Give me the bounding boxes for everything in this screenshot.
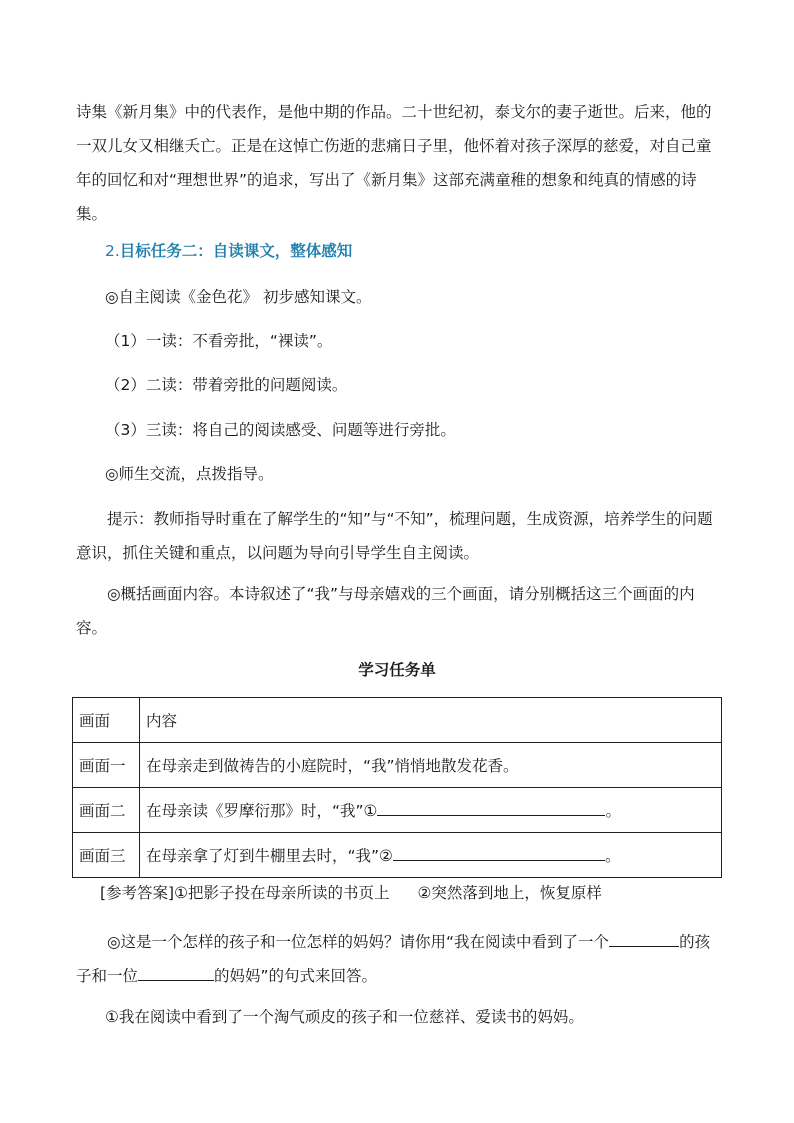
table-header-row bbox=[73, 698, 722, 743]
row-content-end: 。 bbox=[605, 802, 621, 820]
question-blank-1[interactable] bbox=[609, 932, 679, 947]
table-title: 学习任务单 bbox=[358, 661, 436, 679]
task-table bbox=[72, 697, 722, 878]
summary-paragraph: ◎概括画面内容。本诗叙述了“我”与母亲嬉戏的三个画面，请分别概括这三个画面的内容。 bbox=[76, 585, 695, 637]
task-number: 2. bbox=[105, 242, 120, 260]
row-label: 画面一 bbox=[73, 743, 140, 788]
row-content-text: 在母亲读《罗摩衍那》时，“我”① bbox=[146, 802, 378, 820]
question-part-1: ◎这是一个怎样的孩子和一位怎样的妈妈？请你用“我在阅读中看到了一个 bbox=[107, 933, 610, 951]
question-paragraph bbox=[76, 925, 722, 993]
reference-label: [参考答案] bbox=[100, 884, 175, 902]
table-row bbox=[73, 833, 722, 878]
intro-line-2: 一双儿女又相继夭亡。正是在这悼亡伤逝的悲痛日子里，他怀着对孩子深厚的慈爱，对自己童 bbox=[76, 137, 712, 155]
hint-paragraph: 提示：教师指导时重在了解学生的“知”与“不知”，梳理问题，生成资源，培养学生的问题意识，抓住关键和重点，以问题为导向引导学生自主阅读。 bbox=[76, 510, 713, 562]
row-content bbox=[140, 788, 722, 833]
task-title: 目标任务二：自读课文，整体感知 bbox=[119, 242, 353, 260]
reading-step-1: （1）一读：不看旁批，“裸读”。 bbox=[105, 332, 333, 350]
reading-step-3: （3）三读：将自己的阅读感受、问题等进行旁批。 bbox=[105, 421, 456, 439]
reading-intro: ◎自主阅读《金色花》 初步感知课文。 bbox=[105, 288, 372, 306]
reference-answer-2: ②突然落到地上，恢复原样 bbox=[417, 884, 602, 902]
intro-line-1: 诗集《新月集》中的代表作，是他中期的作品。二十世纪初，泰戈尔的妻子逝世。后来，他的 bbox=[76, 103, 712, 121]
answer-blank-2[interactable] bbox=[393, 846, 605, 861]
question-part-3: 的妈妈”的句式来回答。 bbox=[214, 967, 378, 985]
reference-answer bbox=[100, 878, 602, 908]
reading-step-2: （2）二读：带着旁批的问题阅读。 bbox=[105, 376, 348, 394]
header-cell-picture: 画面 bbox=[73, 698, 140, 743]
answer-blank-1[interactable] bbox=[377, 801, 605, 816]
header-cell-content: 内容 bbox=[140, 698, 722, 743]
reference-answer-1: ①把影子投在母亲所读的书页上 bbox=[174, 884, 390, 902]
row-label: 画面三 bbox=[73, 833, 140, 878]
row-content bbox=[140, 833, 722, 878]
intro-line-3: 年的回忆和对“理想世界”的追求，写出了《新月集》这部充满童稚的想象和纯真的情感的诗 bbox=[76, 171, 697, 189]
question-part-2: 的孩子和一位 bbox=[76, 933, 711, 985]
table-row bbox=[73, 743, 722, 788]
row-content-end: 。 bbox=[604, 847, 621, 865]
intro-paragraph bbox=[76, 95, 722, 231]
table-row bbox=[73, 788, 722, 833]
row-content: 在母亲走到做祷告的小庭院时，“我”悄悄地散发花香。 bbox=[140, 743, 722, 788]
task-heading bbox=[105, 234, 751, 268]
row-content-text: 在母亲拿了灯到牛棚里去时，“我”② bbox=[146, 847, 393, 865]
intro-line-4: 集。 bbox=[76, 205, 108, 223]
question-blank-2[interactable] bbox=[138, 966, 214, 981]
row-label: 画面二 bbox=[73, 788, 140, 833]
answer-sentence: ①我在阅读中看到了一个淘气顽皮的孩子和一位慈祥、爱读书的妈妈。 bbox=[105, 1008, 584, 1026]
exchange-text: ◎师生交流，点拨指导。 bbox=[105, 465, 274, 483]
